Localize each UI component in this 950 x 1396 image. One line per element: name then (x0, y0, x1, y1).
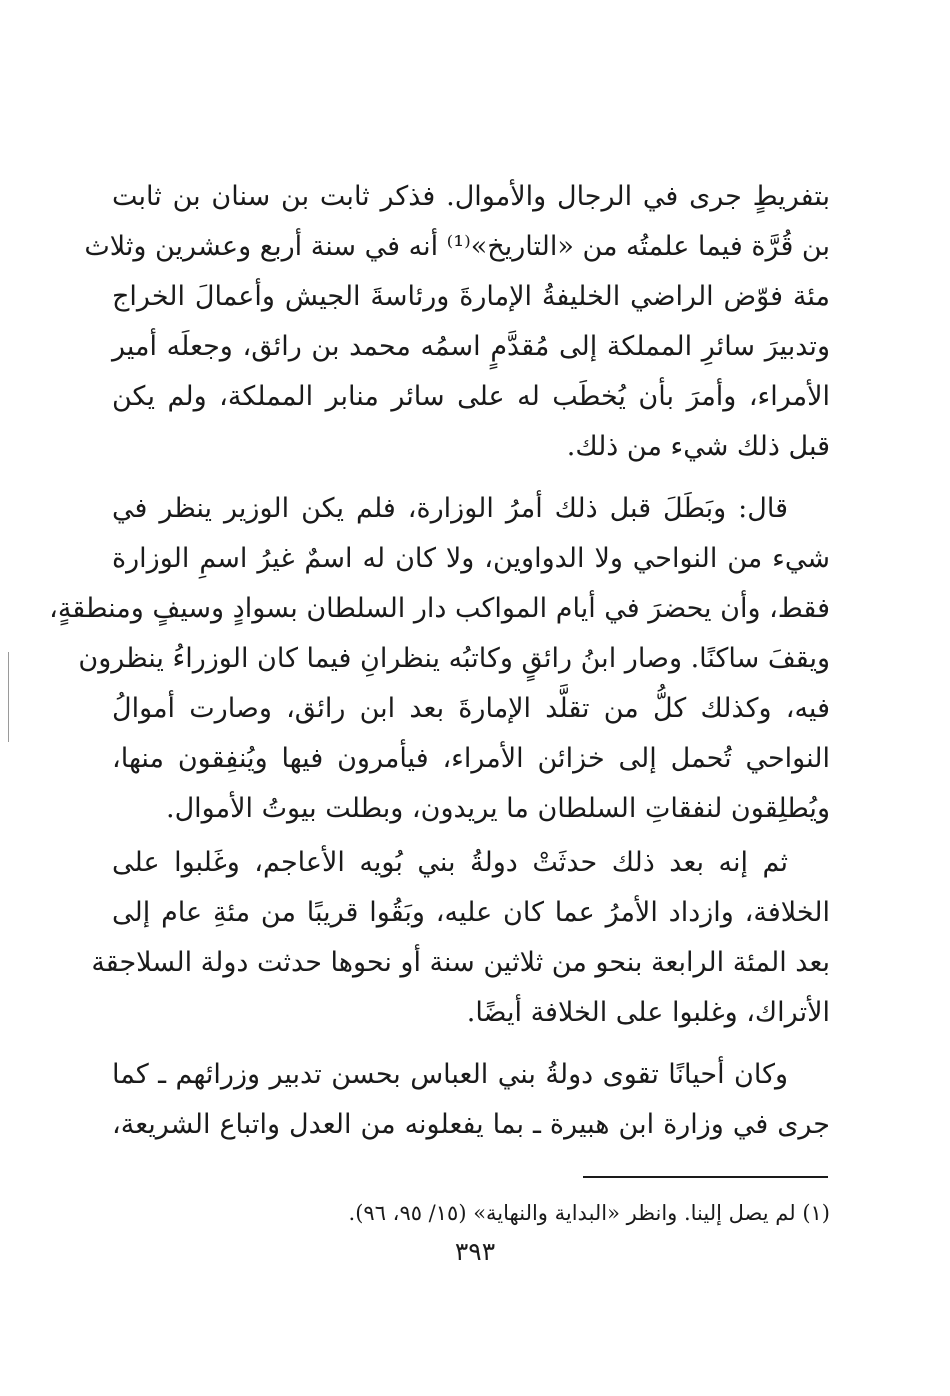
text-line: بتفريطٍ جرى في الرجال والأموال. فذكر ثابت بن سنان بن ثابت (112, 181, 830, 212)
text-line: بعد المئة الرابعة بنحو من ثلاثين سنة أو نحوها حدثت دولة السلاجقة (91, 947, 830, 978)
text-line: بن قُرَّة فيما علمتُه من «التاريخ»⁽¹⁾ أنه في سنة أربع وعشرين وثلاث (84, 231, 830, 262)
text-line: مئة فوّض الراضي الخليفةُ الإمارةَ ورئاسةَ الجيش وأعمالَ الخراج (112, 281, 830, 312)
page-number: ٣٩٣ (454, 1237, 496, 1266)
text-line: قال: وبَطَلَ قبل ذلك أمرُ الوزارة، فلم يكن الوزير ينظر في (112, 493, 788, 524)
text-line: جرى في وزارة ابن هبيرة ـ بما يفعلونه من العدل واتباع الشريعة، (112, 1109, 830, 1140)
text-line: ثم إنه بعد ذلك حدثَتْ دولةُ بني بُويه الأعاجم، وغَلبوا على (112, 847, 788, 878)
text-line: فيه، وكذلك كلُّ من تقلَّد الإمارةَ بعد ابن رائق، وصارت أموالُ (112, 693, 830, 724)
text-line: الأمراء، وأمرَ بأن يُخطَب له على سائر منابر المملكة، ولم يكن (112, 381, 830, 412)
text-line: النواحي تُحمل إلى خزائن الأمراء، فيأمرون فيها ويُنفِقون منها، (112, 743, 830, 774)
footnote-separator (583, 1176, 828, 1178)
text-line: قبل ذلك شيء من ذلك. (566, 431, 830, 462)
text-line: فقط، وأن يحضرَ في أيام المواكب دار السلطان بسوادٍ وسيفٍ ومنطقةٍ، (49, 593, 830, 624)
text-line: الأتراك، وغلبوا على الخلافة أيضًا. (466, 997, 830, 1028)
text-line: وتدبيرَ سائرِ المملكة إلى مُقدَّمٍ اسمُه محمد بن رائق، وجعلَه أمير (112, 331, 830, 362)
text-line: الخلافة، وازداد الأمرُ عما كان عليه، وبَقُوا قريبًا من مئةِ عام إلى (112, 897, 831, 928)
text-line: وكان أحيانًا تقوى دولةُ بني العباس بحسن تدبير وزرائهم ـ كما (112, 1059, 788, 1090)
text-line: ويُطلِقون لنفقاتِ السلطان ما يريدون، وبطلت بيوتُ الأموال. (165, 793, 830, 824)
text-line: شيء من النواحي ولا الدواوين، ولا كان له اسمٌ غيرُ اسمِ الوزارة (112, 543, 830, 574)
footnote: (١) لم يصل إلينا. وانظر «البداية والنهاية» (١٥/ ٩٥، ٩٦). (348, 1201, 830, 1225)
text-line: ويقفَ ساكنًا. وصار ابنُ رائقٍ وكاتبُه ينظرانِ فيما كان الوزراءُ ينظرون (78, 643, 830, 674)
scan-margin-mark (8, 652, 9, 742)
